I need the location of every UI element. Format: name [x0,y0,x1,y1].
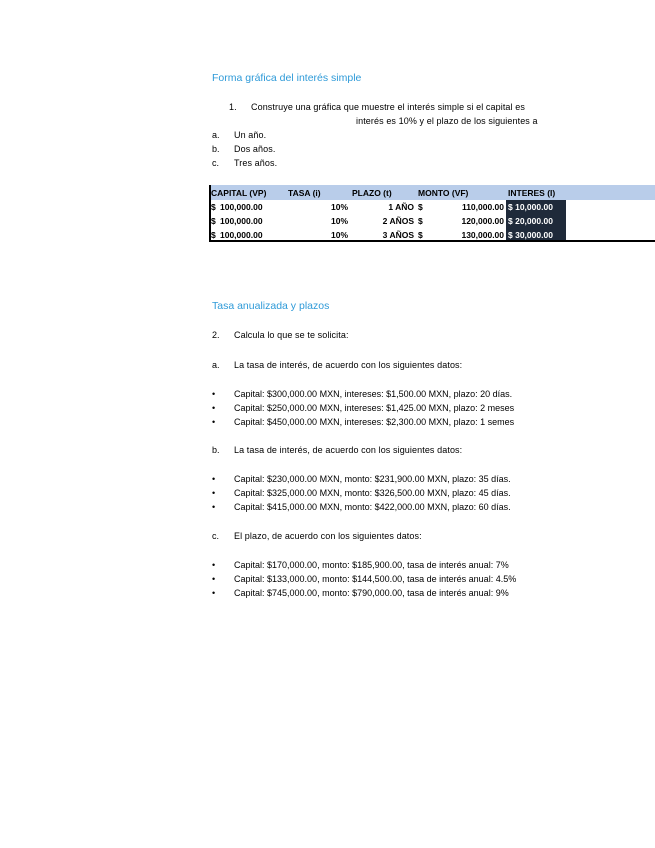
list-item: Capital: $250,000.00 MXN, intereses: $1,425.00 MXN, plazo: 2 meses [234,403,515,413]
bullet-icon: • [212,588,216,598]
part-a-marker: a. [212,360,220,370]
bullet-icon: • [212,502,216,512]
bullet-icon: • [212,389,216,399]
header-plazo: PLAZO (t) [350,185,416,200]
cell-currency: $ [211,202,216,212]
cell-currency: $ [418,216,423,226]
header-capital: CAPITAL (VP) [209,185,286,200]
header-interes: INTERES (I) [506,185,566,200]
cell-interes: $ 30,000.00 [506,228,566,242]
part-b-marker: b. [212,445,220,455]
option-text-c: Tres años. [234,158,278,168]
cell-monto: 130,000.00 [461,230,505,240]
section-heading-annualized-rate: Tasa anualizada y plazos [212,300,330,312]
table-row [209,200,655,214]
option-text-a: Un año. [234,130,267,140]
part-c-text: El plazo, de acuerdo con los siguientes datos: [234,531,422,541]
list-item: Capital: $230,000.00 MXN, monto: $231,900.00 MXN, plazo: 35 días. [234,474,511,484]
bullet-icon: • [212,560,216,570]
table-header-row [209,185,655,200]
cell-currency: $ [418,230,423,240]
cell-empty [566,214,655,228]
cell-capital: 100,000.00 [220,230,263,240]
cell-capital: 100,000.00 [220,202,263,212]
bullet-icon: • [212,574,216,584]
cell-plazo: 1 AÑO [388,202,415,212]
list-item: Capital: $745,000.00, monto: $790,000.00, tasa de interés anual: 9% [234,588,509,598]
option-marker-a: a. [212,130,220,140]
cell-empty [566,228,655,242]
cell-capital: 100,000.00 [220,216,263,226]
part-a-text: La tasa de interés, de acuerdo con los siguientes datos: [234,360,463,370]
list-item: Capital: $450,000.00 MXN, intereses: $2,300.00 MXN, plazo: 1 semes [234,417,515,427]
cell-monto: 110,000.00 [461,202,505,212]
cell-currency: $ [211,216,216,226]
question-1-line-2: interés es 10% y el plazo de los siguientes a [356,116,538,126]
part-b-text: La tasa de interés, de acuerdo con los siguientes datos: [234,445,463,455]
option-marker-c: c. [212,158,220,168]
question-2-text: Calcula lo que se te solicita: [234,330,349,340]
simple-interest-table [209,185,655,242]
list-item: Capital: $415,000.00 MXN, monto: $422,000.00 MXN, plazo: 60 días. [234,502,511,512]
bullet-icon: • [212,403,216,413]
question-number-2: 2. [212,330,220,340]
cell-interes: $ 20,000.00 [506,214,566,228]
list-item: Capital: $300,000.00 MXN, intereses: $1,500.00 MXN, plazo: 20 días. [234,389,513,399]
question-number-1: 1. [229,102,237,112]
bullet-icon: • [212,474,216,484]
cell-empty [566,200,655,214]
list-item: Capital: $325,000.00 MXN, monto: $326,500.00 MXN, plazo: 45 días. [234,488,511,498]
part-c-marker: c. [212,531,220,541]
cell-currency: $ [211,230,216,240]
section-heading-simple-interest: Forma gráfica del interés simple [212,72,362,84]
cell-tasa: 10% [331,216,349,226]
list-item: Capital: $170,000.00, monto: $185,900.00, tasa de interés anual: 7% [234,560,509,570]
cell-interes: $ 10,000.00 [506,200,566,214]
header-monto: MONTO (VF) [416,185,506,200]
table-row [209,214,655,228]
cell-monto: 120,000.00 [461,216,505,226]
bullet-icon: • [212,417,216,427]
header-tasa: TASA (i) [286,185,350,200]
cell-currency: $ [418,202,423,212]
cell-plazo: 3 AÑOS [382,230,415,240]
question-1-line-1: Construye una gráfica que muestre el interés simple si el capital es [251,102,525,112]
list-item: Capital: $133,000.00, monto: $144,500.00, tasa de interés anual: 4.5% [234,574,517,584]
option-text-b: Dos años. [234,144,276,154]
cell-plazo: 2 AÑOS [382,216,415,226]
table-row [209,228,655,242]
header-empty [566,185,655,200]
cell-tasa: 10% [331,230,349,240]
option-marker-b: b. [212,144,220,154]
bullet-icon: • [212,488,216,498]
cell-tasa: 10% [331,202,349,212]
